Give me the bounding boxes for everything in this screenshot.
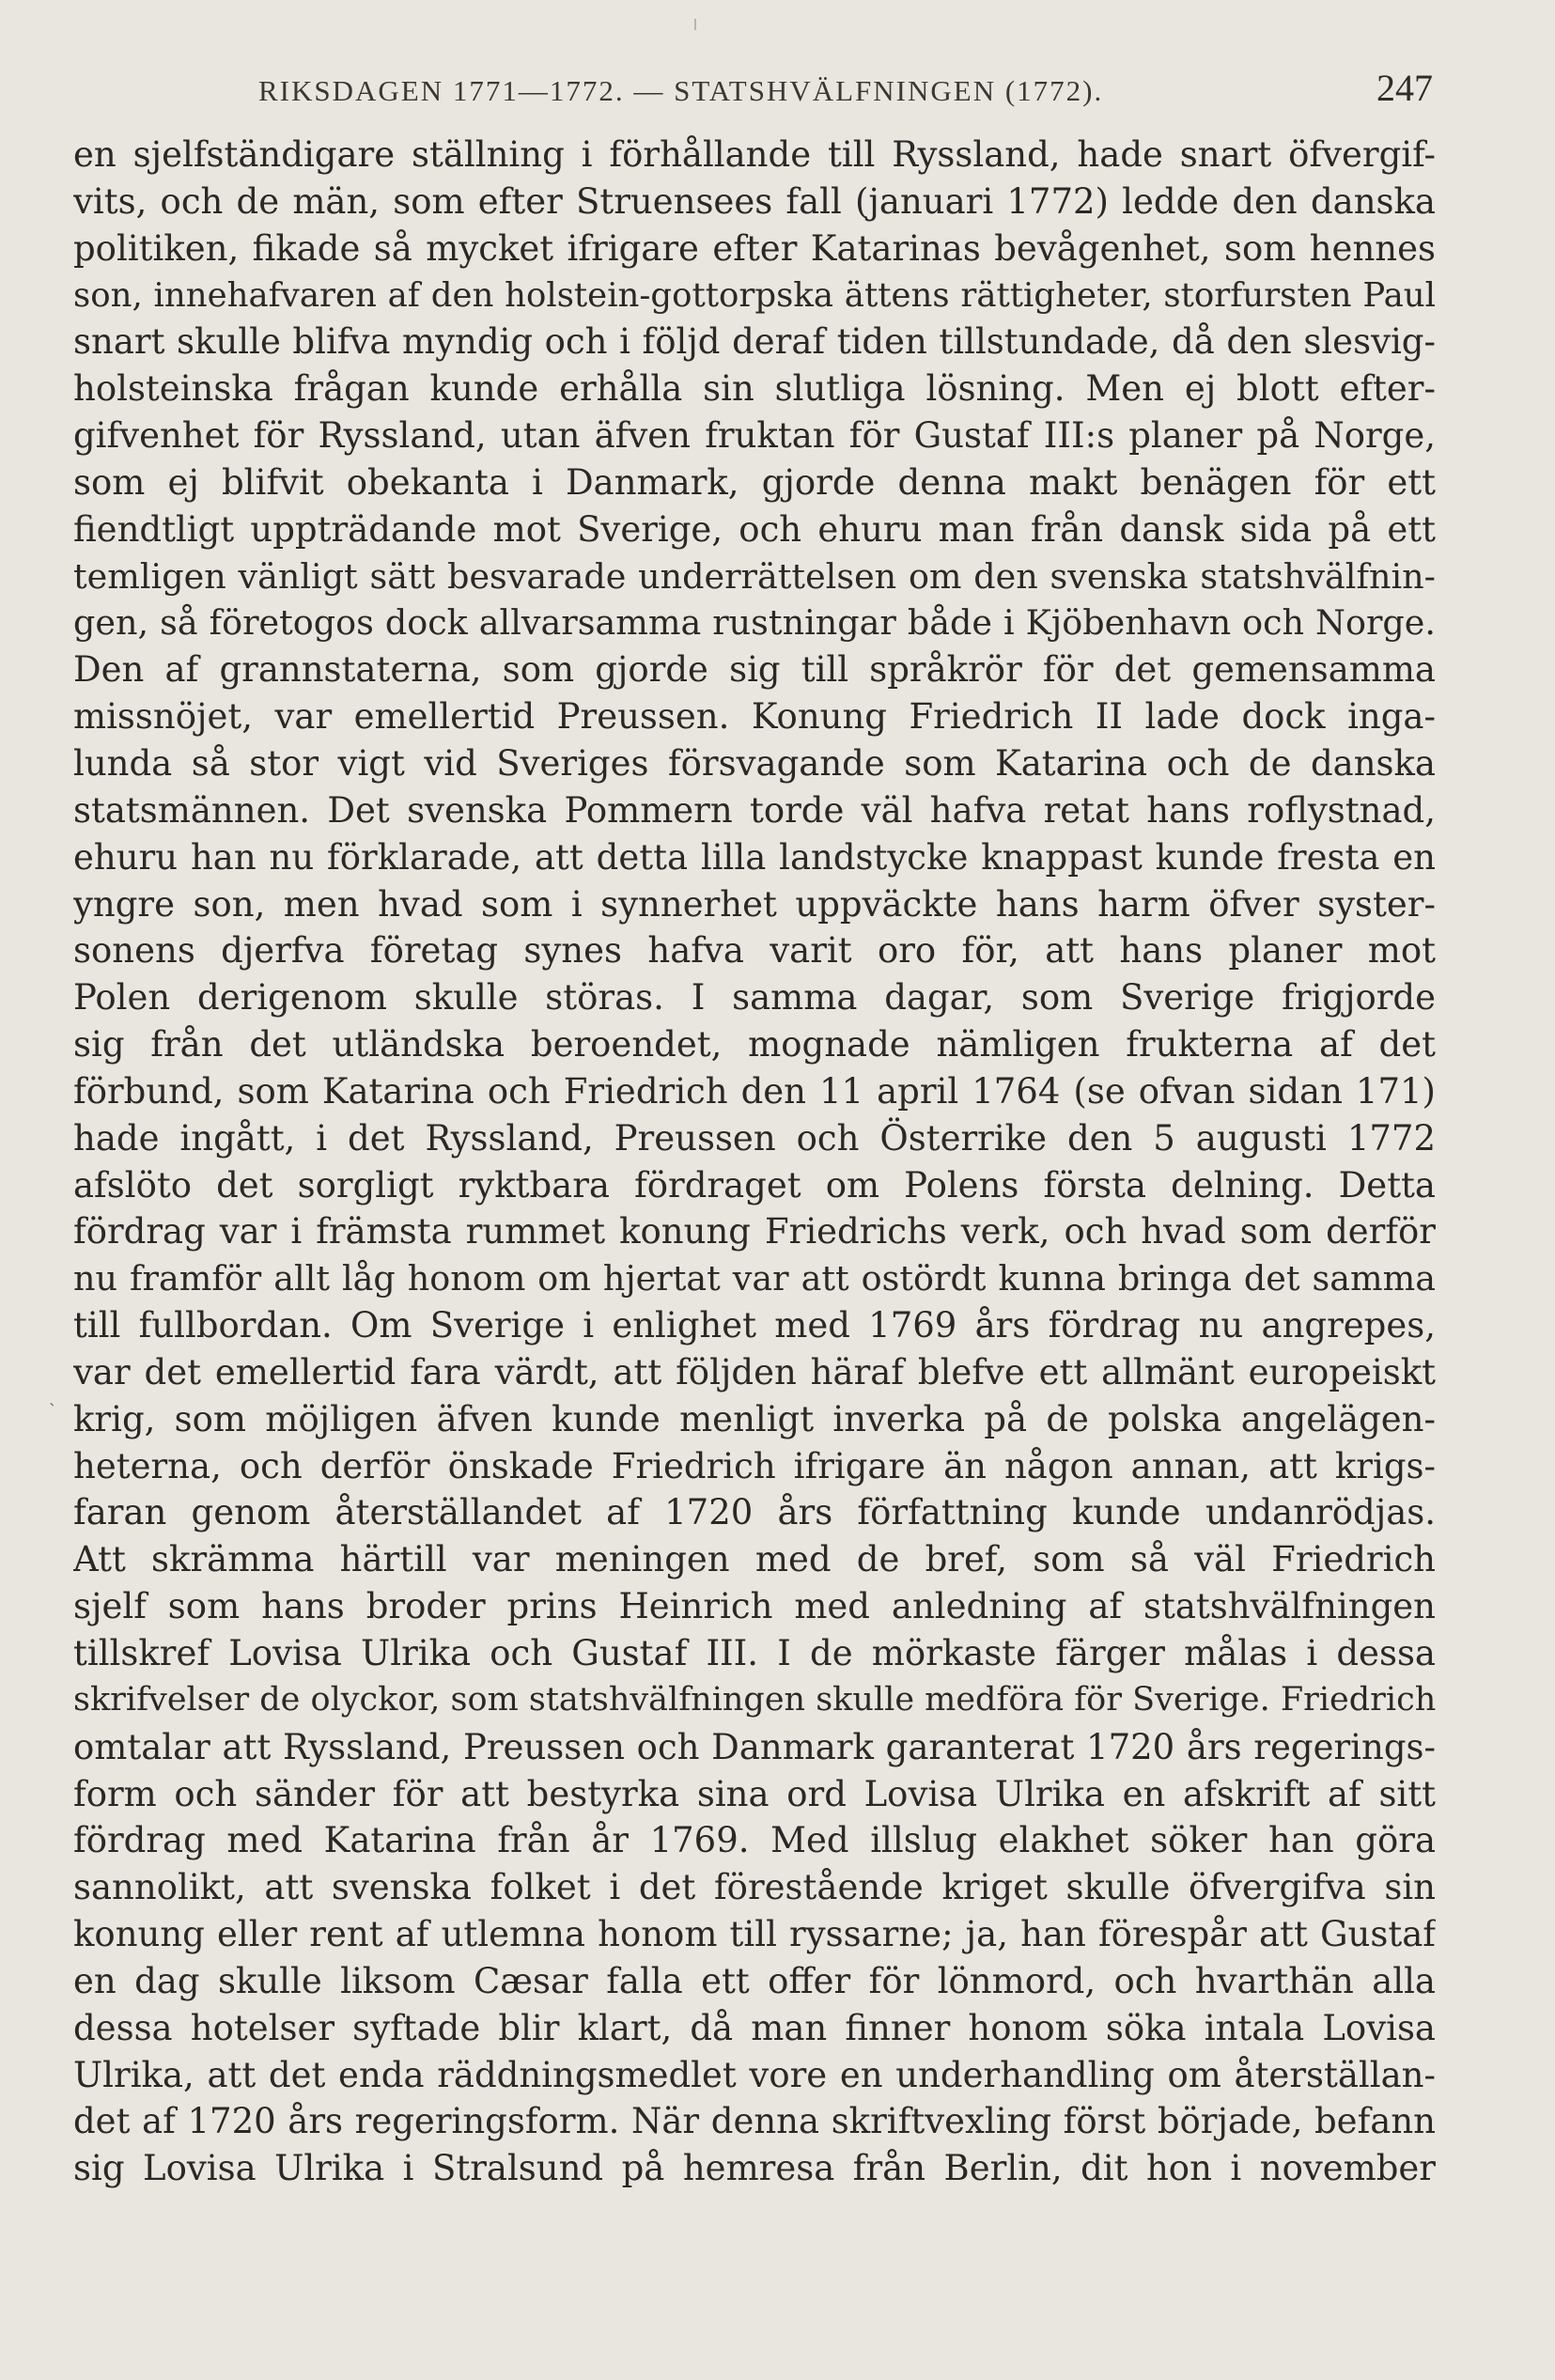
page-number: 247: [1376, 67, 1433, 109]
text-line: det af 1720 års regeringsform. När denna skriftvexling först började, befann: [73, 2101, 1436, 2142]
text-line: nu framför allt låg honom om hjertat var att ostördt kunna bringa det samma: [73, 1258, 1436, 1299]
text-line: fördrag var i främsta rummet konung Friedrichs verk, och hvad som derför: [73, 1211, 1436, 1252]
text-line: Att skrämma härtill var meningen med de bref, som så väl Friedrich: [73, 1539, 1436, 1580]
margin-mark: ˏ: [49, 1384, 55, 1407]
text-line: krig, som möjligen äfven kunde menligt inverka på de polska angelägen-: [73, 1398, 1436, 1439]
text-line: Ulrika, att det enda räddningsmedlet vore en underhandling om återställan-: [73, 2054, 1436, 2095]
text-line: som ej blifvit obekanta i Danmark, gjorde denna makt benägen för ett: [73, 461, 1436, 503]
scan-mark: [694, 19, 696, 30]
text-line: tillskref Lovisa Ulrika och Gustaf III. I de mörkaste färger målas i dessa: [73, 1633, 1436, 1673]
text-line: sig från det utländska beroendet, mognade nämligen frukterna af det: [73, 1024, 1436, 1066]
body-text: [73, 132, 1436, 2192]
text-line: var det emellertid fara värdt, att följden häraf blefve ett allmänt europeiskt: [73, 1351, 1436, 1392]
text-line: son, innehafvaren af den holstein-gottorpska ättens rättigheter, storfursten Paul: [73, 275, 1436, 315]
text-line: sannolikt, att svenska folket i det förestående kriget skulle öfvergifva sin: [73, 1867, 1436, 1908]
text-line: temligen vänligt sätt besvarade underrättelsen om den svenska statshvälfnin-: [73, 555, 1436, 597]
text-line: gifvenhet för Ryssland, utan äfven fruktan för Gustaf III:s planer på Norge,: [73, 415, 1436, 457]
text-line: form och sänder för att bestyrka sina ord Lovisa Ulrika en afskrift af sitt: [73, 1773, 1436, 1814]
text-line: faran genom återställandet af 1720 års författning kunde undanrödjas.: [73, 1492, 1436, 1533]
running-head: RIKSDAGEN 1771—1772. — STATSHVÄLFNINGEN (1772).: [258, 74, 1104, 107]
text-line: sig Lovisa Ulrika i Stralsund på hemresa från Berlin, dit hon i november: [73, 2148, 1436, 2189]
text-line: Den af grannstaterna, som gjorde sig till språkrör för det gemensamma: [73, 649, 1436, 691]
text-line: holsteinska frågan kunde erhålla sin slutliga lösning. Men ej blott efter-: [73, 368, 1436, 410]
text-line: fördrag med Katarina från år 1769. Med illslug elakhet söker han göra: [73, 1820, 1436, 1861]
text-line: dessa hotelser syftade blir klart, då man finner honom söka intala Lovisa: [73, 2007, 1436, 2048]
text-line: fiendtligt uppträdande mot Sverige, och ehuru man från dansk sida på ett: [73, 508, 1436, 550]
text-line: heterna, och derför önskade Friedrich ifrigare än någon annan, att krigs-: [73, 1445, 1436, 1486]
text-line: snart skulle blifva myndig och i följd deraf tiden tillstundade, då den slesvig-: [73, 321, 1436, 363]
text-line: Polen derigenom skulle störas. I samma dagar, som Sverige frigjorde: [73, 977, 1436, 1019]
text-line: statsmännen. Det svenska Pommern torde väl hafva retat hans roflystnad,: [73, 789, 1436, 831]
text-line: politiken, fikade så mycket ifrigare efter Katarinas bevågenhet, som hennes: [73, 227, 1436, 269]
text-line: gen, så företogos dock allvarsamma rustningar både i Kjöbenhavn och Norge.: [73, 602, 1436, 644]
text-line: missnöjet, var emellertid Preussen. Konung Friedrich II lade dock inga-: [73, 696, 1436, 738]
text-line: en sjelfständigare ställning i förhållande till Ryssland, hade snart öfvergif-: [73, 134, 1436, 175]
text-line: konung eller rent af utlemna honom till ryssarne; ja, han förespår att Gustaf: [73, 1914, 1436, 1955]
text-line: sjelf som hans broder prins Heinrich med anledning af statshvälfningen: [73, 1586, 1436, 1627]
text-line: lunda så stor vigt vid Sveriges försvagande som Katarina och de danska: [73, 742, 1436, 784]
text-line: förbund, som Katarina och Friedrich den 11 april 1764 (se ofvan sidan 171): [73, 1070, 1436, 1112]
text-line: omtalar att Ryssland, Preussen och Danmark garanterat 1720 års regerings-: [73, 1726, 1436, 1767]
text-line: till fullbordan. Om Sverige i enlighet med 1769 års fördrag nu angrepes,: [73, 1305, 1436, 1346]
text-line: ehuru han nu förklarade, att detta lilla landstycke knappast kunde fresta en: [73, 836, 1436, 878]
text-line: afslöto det sorgligt ryktbara fördraget om Polens första delning. Detta: [73, 1164, 1436, 1206]
text-line: hade ingått, i det Ryssland, Preussen och Österrike den 5 augusti 1772: [73, 1117, 1436, 1159]
text-line: vits, och de män, som efter Struensees fall (januari 1772) ledde den danska: [73, 180, 1436, 222]
page-header: [258, 66, 1433, 122]
text-line: sonens djerfva företag synes hafva varit oro för, att hans planer mot: [73, 930, 1436, 972]
text-line: yngre son, men hvad som i synnerhet uppväckte hans harm öfver syster-: [73, 883, 1436, 925]
text-line: en dag skulle liksom Cæsar falla ett offer för lönmord, och hvarthän alla: [73, 1960, 1436, 2001]
text-line: skrifvelser de olyckor, som statshvälfningen skulle medföra för Sverige. Friedrich: [73, 1680, 1436, 1719]
